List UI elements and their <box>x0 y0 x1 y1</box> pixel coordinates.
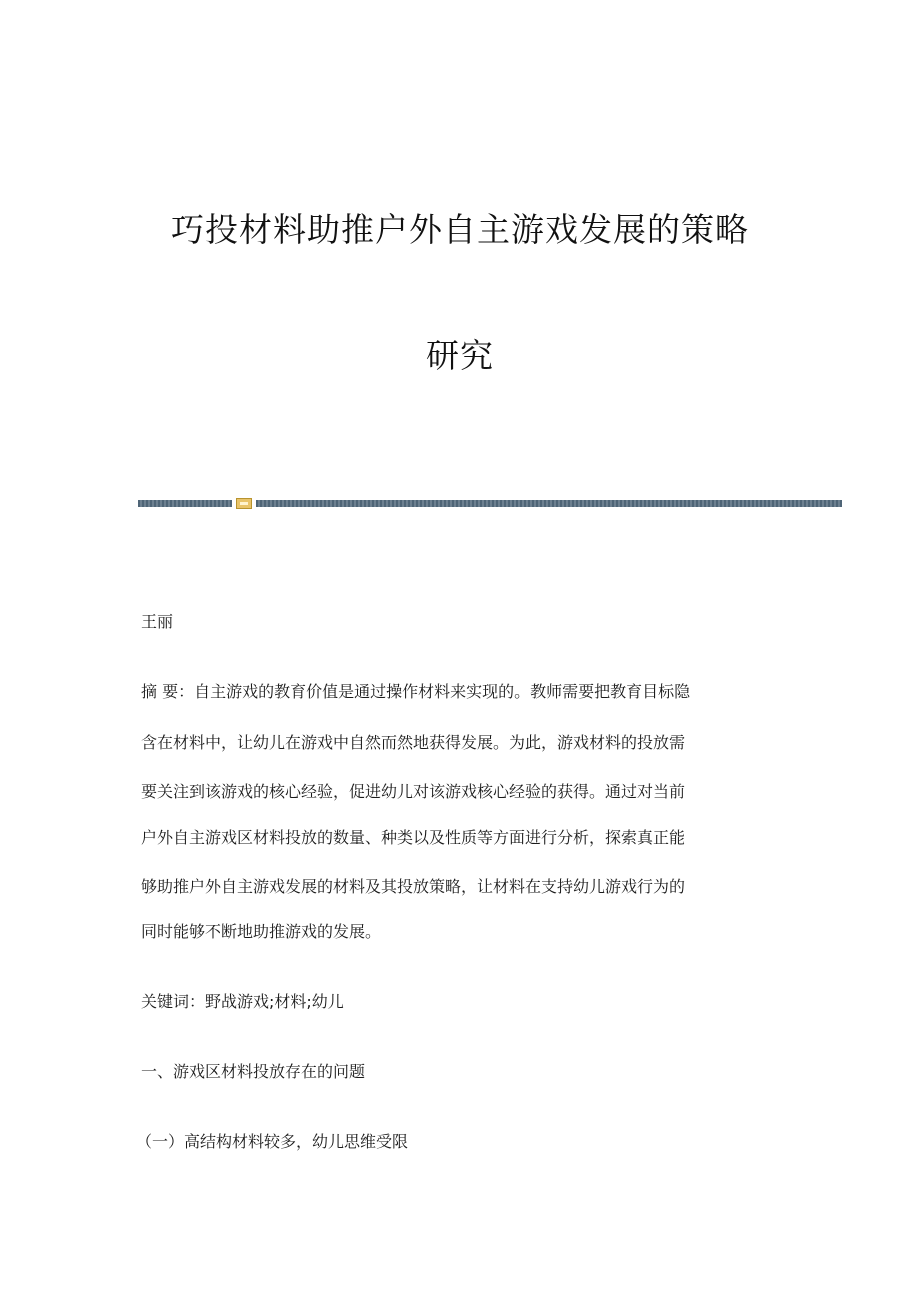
abstract-line: 够助推户外自主游戏发展的材料及其投放策略，让材料在支持幼儿游戏行为的 <box>141 877 686 896</box>
section-heading: 一、游戏区材料投放存在的问题 <box>141 1062 366 1081</box>
author-name: 王丽 <box>141 612 174 631</box>
abstract-line: 含在材料中，让幼儿在游戏中自然而然地获得发展。为此，游戏材料的投放需 <box>141 733 686 752</box>
abstract-line: 户外自主游戏区材料投放的数量、种类以及性质等方面进行分析，探索真正能 <box>141 828 686 847</box>
decorative-divider <box>138 498 842 510</box>
divider-bar-right <box>256 500 842 507</box>
abstract-line: 摘 要：自主游戏的教育价值是通过操作材料来实现的。教师需要把教育目标隐 <box>141 682 691 701</box>
abstract-line: 要关注到该游戏的核心经验，促进幼儿对该游戏核心经验的获得。通过对当前 <box>141 782 686 801</box>
abstract-line: 同时能够不断地助推游戏的发展。 <box>141 922 382 941</box>
envelope-ornament-icon <box>236 498 252 509</box>
divider-bar-left <box>138 500 232 507</box>
keywords: 关键词：野战游戏;材料;幼儿 <box>141 992 344 1011</box>
subsection-heading: （一）高结构材料较多，幼儿思维受限 <box>136 1132 409 1151</box>
title-line-1: 巧投材料助推户外自主游戏发展的策略 <box>171 210 749 249</box>
title-line-2: 研究 <box>426 336 494 375</box>
